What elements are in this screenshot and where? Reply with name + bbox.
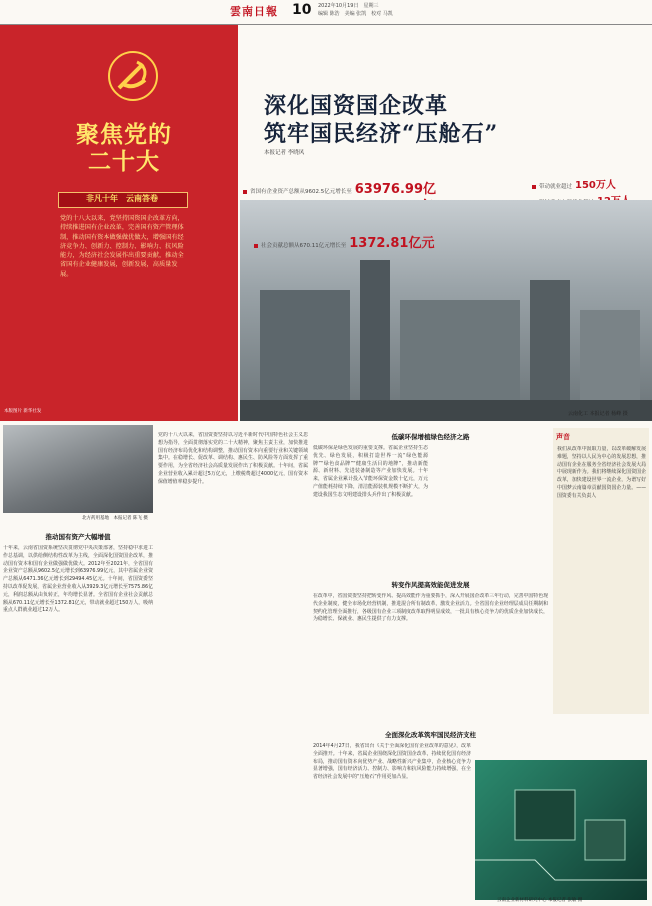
section-subhead: 低碳环保增植绿色经济之路 [391, 433, 470, 441]
headline-line2: 筑牢国民经济“压舱石” [264, 121, 499, 147]
article-column: 在改革中，省国资委坚持把转变作风、提高效能作为重要抓手，深入开展国企改革三年行动，完善中国特色现代企业制度，健全市场化经营机制，推进混合所有制改革，激发企业活力。全省国有企业经理层成员任期制和契约化管理全面推行，各级国有企业三项制度改革取得明显成效，一批具有核心竞争力的优质企业加快成长，为稳增长、保就业、惠民生提供了有力支撑。 [313, 593, 548, 623]
bullet-icon [254, 244, 258, 248]
issue-info [318, 2, 393, 18]
side-stat-item: 带动就业超过 150万人 [532, 176, 616, 191]
bullet-icon [532, 185, 536, 189]
newspaper-logo: 雲南日報 [230, 5, 278, 18]
section-subhead: 全面深化改革筑牢国民经济支柱 [385, 731, 476, 739]
party-emblem-icon [103, 50, 163, 102]
issue-editors: 编辑 陈浩 美编 张凯 校对 马凯 [318, 11, 393, 17]
stat-item: 社会贡献总额从670.11亿元增长至 1372.81亿元 [254, 232, 434, 251]
chip-photo [475, 760, 647, 900]
photo-caption: 云南化工 本报记者 杨峰 摄 [568, 411, 628, 417]
sidebar-title: 声音 [556, 433, 570, 441]
stat-value: 1372.81亿元 [349, 236, 435, 251]
plant-photo [3, 425, 153, 513]
article-column: 低碳环保是绿色发展的重要支撑。省属企业坚持生态优先、绿色发展，积极打造世界一流“绿色能源牌”“绿色食品牌”“健康生活目的地牌”，推动新能源、新材料、先进装备制造等产业加快发展。十年来，省属企业累计投入节能环保资金数十亿元，万元产值能耗持续下降，清洁能源装机规模不断扩大，为建设我国生态文明建设排头兵作出了积极贡献。 [313, 445, 428, 498]
bullet-icon [243, 190, 247, 194]
photo-caption: 云南企业新材料研究中心 本报记者 张敏 摄 [497, 898, 583, 903]
feature-title [54, 122, 194, 176]
headline-line1: 深化国资国企改革 [264, 93, 449, 119]
page-number: 10 [292, 2, 312, 18]
sidebar-text: 我们从改革中汲取力量，以改革破解发展难题，坚持以人民为中心的发展思想，推动国有企业在服务全省经济社会发展大局中展现新作为。我们将继续深化国资国企改革，加快建设世界一流企业，为谱写好中国梦云南篇章贡献国资国企力量。——国资委有关负责人 [557, 446, 646, 499]
feature-title-line2: 二十大 [88, 149, 160, 175]
section-subhead: 推动国有资产大幅增值 [45, 533, 111, 541]
issue-date: 2022年10月19日 星期三 [318, 3, 379, 9]
stat-value: 150万人 [575, 180, 616, 191]
article-byline: 本报记者 李晓风 [264, 150, 305, 156]
photo-caption: 北方药用基地 本报记者 陈飞 摄 [82, 516, 148, 521]
photo-credit: 本版图片 新华社发 [4, 409, 42, 414]
stat-item: 省国有企业资产总额从9602.5亿元增长至 63976.99亿 [243, 178, 436, 197]
feature-title-line1: 聚焦党的 [76, 122, 172, 148]
stat-value: 63976.99亿 [354, 182, 437, 197]
article-column: 2014年4月27日，我省出台《关于全面深化国有企业改革的意见》，改革全面推开。十年来，省属企业围绕深化国资国企改革，持续优化国有经济布局，推动国有资本向优势产业、战略性新兴产业集中，企业核心竞争力显著增强，国有经济活力、控制力、影响力和抗风险能力持续增强，在全省经济社会发展中的“压舱石”作用更加凸显。 [313, 743, 471, 781]
feature-intro: 党的十八大以来，党坚持国资国企改革方向，持续推进国有企业改革，完善国有资产管理体制，推动国有资本做强做优做大，增强国有经济竞争力、创新力、控制力、影响力、抗风险能力，为经济社会发展作出重要贡献，推动全省国有企业健康发展，创新发展，高质量发展。 [60, 215, 184, 278]
circuit-board-illustration [475, 760, 647, 900]
article-column: 党的十八大以来，省国资委坚持以习近平新时代中国特色社会主义思想为指导，全面贯彻落实党的二十大精神，聚焦主责主业，加快推进国有经济布局优化和结构调整，推动国有资本向重要行业和关键领域集中。在稳增长、促改革、调结构、惠民生、防风险等方面发挥了重要作用，为全省经济社会高质量发展作出了积极贡献。十年间，省属企业营业收入累计超过5万亿元，上缴税费超过4000亿元，国有资本保值增值率稳步提升。 [158, 432, 308, 485]
article-column: 十年来，云南省国资系统坚决贯彻党中央决策部署，坚持稳中求进工作总基调，以供给侧结构性改革为主线，全面深化国资国企改革，推动国有资本和国有企业做强做优做大。2012年至2021年，全省国有企业资产总额从9602.5亿元增长到63976.99亿元，其中省属企业资产总额从6471.36亿元增长到29494.45亿元。十年间，省国资委坚持以改革促发展，省属企业营业收入从3929.3亿元增长至7575.86亿元，利润总额从由负转正，年均增长显著。全省国有企业社会贡献总额从670.11亿元增长至1372.81亿元，带动就业超过150万人，吸纳重点人群就业超过12万人。 [3, 545, 153, 614]
series-label: 非凡十年 云南答卷 [86, 194, 158, 203]
article-headline [264, 92, 498, 148]
section-subhead: 转变作风提高效能促进发展 [391, 581, 470, 589]
